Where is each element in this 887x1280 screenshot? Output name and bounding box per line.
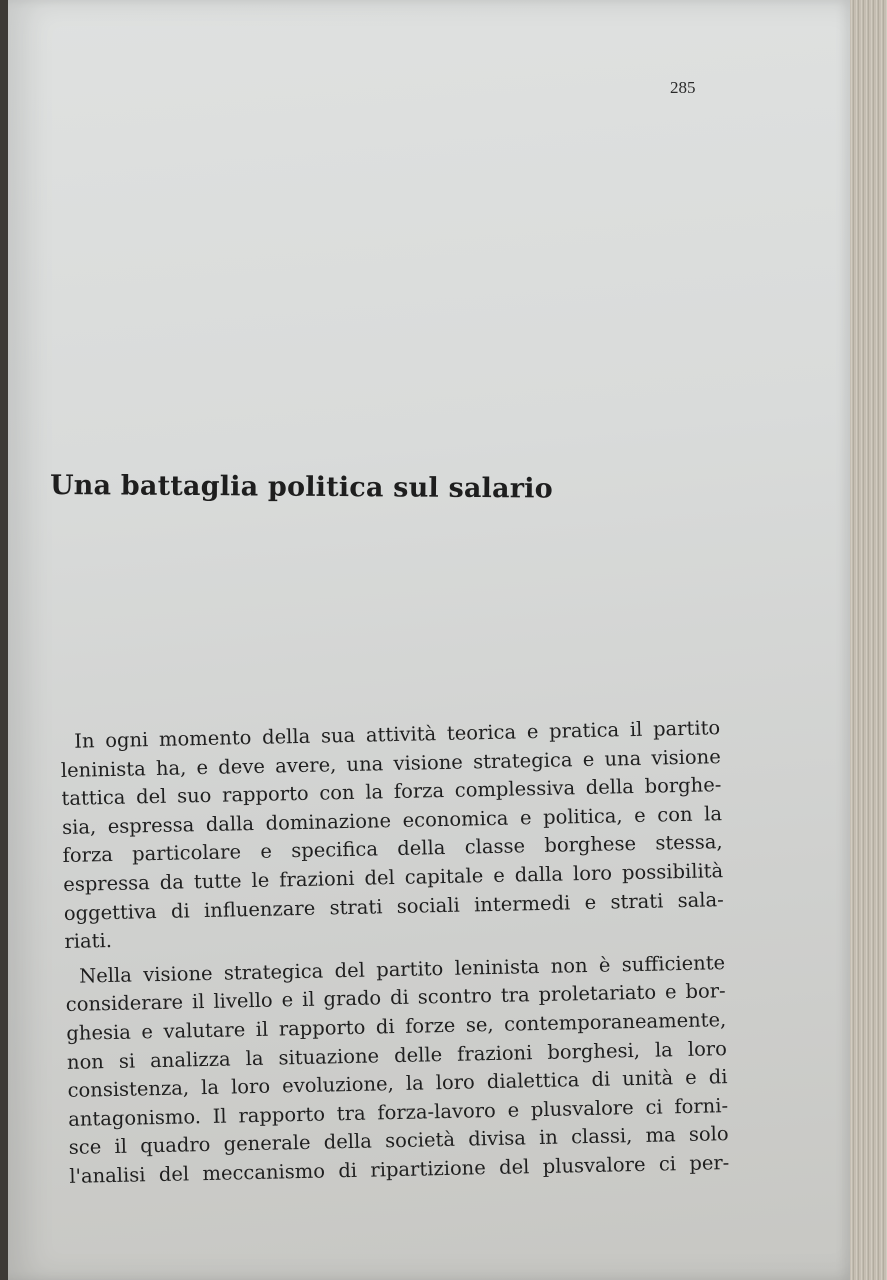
text-line: In ogni momento della sua attività teorica e pratica il partito: [74, 716, 721, 753]
chapter-title: Una battaglia politica sul salario: [49, 470, 553, 505]
text-line: ghesia e valutare il rapporto di forze se, contemporaneamente,: [66, 1008, 727, 1045]
paragraph-2: [65, 949, 730, 1192]
text-line: espressa da tutte le frazioni del capitale e dalla loro possibilità: [63, 859, 724, 896]
text-line: riati.: [64, 929, 113, 954]
text-line: sia, espressa dalla dominazione economica e politica, e con la: [61, 801, 723, 839]
paragraph-1: [60, 714, 725, 957]
body-text: [60, 714, 730, 1191]
text-line: antagonismo. Il rapporto tra forza-lavoro e plusvalore ci forni-: [67, 1093, 729, 1131]
text-line: forza particolare e specifica della classe borghese stessa,: [62, 830, 723, 868]
text-line: oggettiva di influenzare strati sociali intermedi e strati sala-: [63, 887, 724, 925]
book-page: [8, 0, 850, 1280]
text-line: tattica del suo rapporto con la forza complessiva della borghe-: [61, 773, 722, 811]
text-line: considerare il livello e il grado di scontro tra proletariato e bor-: [65, 979, 726, 1017]
text-line: non si analizza la situazione delle frazioni borghesi, la loro: [66, 1036, 728, 1074]
book-page-edges: [850, 0, 887, 1280]
text-line: l'analisi del meccanismo di ripartizione del plusvalore ci per-: [69, 1150, 730, 1188]
page-number: 285: [670, 78, 696, 97]
text-line: Nella visione strategica del partito leninista non è sufficiente: [78, 950, 726, 988]
text-line: consistenza, la loro evoluzione, la loro dialettica di unità e di: [67, 1065, 728, 1103]
text-line: sce il quadro generale della società divisa in classi, ma solo: [68, 1122, 729, 1160]
text-line: leninista ha, e deve avere, una visione strategica e una visione: [60, 744, 721, 782]
